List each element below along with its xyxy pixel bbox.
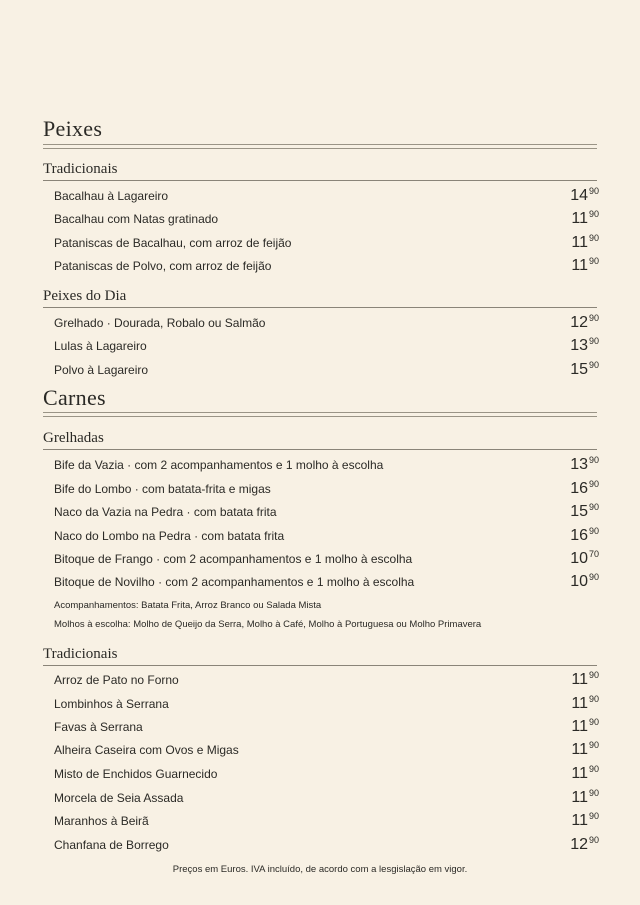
item-name: Lombinhos à Serrana [54,697,169,711]
side-dishes-note: Acompanhamentos: Batata Frita, Arroz Branco ou Salada Mista [54,600,322,611]
item-price: $16^{90}$ [570,526,599,544]
menu-item [54,694,599,714]
item-price: $11^{90}$ [571,811,599,829]
section-title-carnes: Carnes [43,385,106,410]
item-price: $13^{90}$ [570,455,599,473]
item-name: Polvo à Lagareiro [54,363,149,377]
group-title-grelhadas: Grelhadas [43,430,104,446]
menu-item [54,360,599,380]
section-divider [43,412,597,417]
item-price: $15^{90}$ [570,502,599,520]
item-price: $11^{90}$ [571,209,599,227]
item-name: Pataniscas de Polvo, com arroz de feijão [54,259,272,273]
menu-item [54,549,599,569]
item-name: Grelhado · Dourada, Robalo ou Salmão [54,316,266,330]
sauces-note: Molhos à escolha: Molho de Queijo da Serra, Molho à Café, Molho à Portuguesa ou Molho Primavera [54,619,482,630]
menu-item [54,455,599,475]
menu-item [54,788,599,808]
item-name: Naco do Lombo na Pedra · com batata frita [54,529,285,543]
item-name: Maranhos à Beirã [54,814,149,828]
footer-note: Preços em Euros. IVA incluído, de acordo com a lesgislação em vigor. [172,864,468,875]
menu-item [54,186,599,206]
item-name: Chanfana de Borrego [54,838,169,852]
item-price: $11^{90}$ [571,788,599,806]
menu-item [54,572,599,592]
group-title-carnes-tradicionais: Tradicionais [43,646,118,662]
item-price: $16^{90}$ [570,479,599,497]
item-price: $12^{90}$ [570,835,599,853]
item-price: $11^{90}$ [571,694,599,712]
section-title-peixes: Peixes [43,116,103,141]
menu-item [54,835,599,855]
item-name: Arroz de Pato no Forno [54,673,179,687]
group-divider [43,307,597,308]
item-name: Bife da Vazia · com 2 acompanhamentos e 1 molho à escolha [54,458,384,472]
group-divider [43,180,597,181]
item-name: Naco da Vazia na Pedra · com batata frita [54,505,277,519]
menu-item [54,209,599,229]
item-name: Bitoque de Novilho · com 2 acompanhamentos e 1 molho à escolha [54,575,415,589]
item-name: Bife do Lombo · com batata-frita e migas [54,482,271,496]
menu-item [54,526,599,546]
item-price: $11^{90}$ [571,717,599,735]
menu-item [54,313,599,333]
menu-item [54,233,599,253]
menu-item [54,479,599,499]
item-name: Bacalhau à Lagareiro [54,189,169,203]
group-divider [43,449,597,450]
menu-item [54,502,599,522]
item-price: $10^{90}$ [570,572,599,590]
item-name: Bitoque de Frango · com 2 acompanhamentos e 1 molho à escolha [54,552,413,566]
group-title-peixes-tradicionais: Tradicionais [43,161,118,177]
menu-item [54,717,599,737]
item-price: $15^{90}$ [570,360,599,378]
menu-item [54,256,599,276]
item-name: Alheira Caseira com Ovos e Migas [54,743,239,757]
item-name: Misto de Enchidos Guarnecido [54,767,218,781]
item-price: $11^{90}$ [571,764,599,782]
item-name: Bacalhau com Natas gratinado [54,212,219,226]
item-price: $11^{90}$ [571,740,599,758]
item-name: Pataniscas de Bacalhau, com arroz de feijão [54,236,292,250]
item-price: $11^{90}$ [571,233,599,251]
item-price: $13^{90}$ [570,336,599,354]
menu-item [54,336,599,356]
menu-item [54,740,599,760]
item-name: Favas à Serrana [54,720,143,734]
group-divider [43,665,597,666]
menu-item [54,764,599,784]
item-price: $11^{90}$ [571,670,599,688]
menu-item [54,670,599,690]
menu-item [54,811,599,831]
item-price: $11^{90}$ [571,256,599,274]
item-price: $12^{90}$ [570,313,599,331]
group-title-peixes-do-dia: Peixes do Dia [43,288,127,304]
item-price: $14^{90}$ [570,186,599,204]
item-name: Lulas à Lagareiro [54,339,147,353]
item-name: Morcela de Seia Assada [54,791,184,805]
section-divider [43,144,597,149]
item-price: $10^{70}$ [570,549,599,567]
